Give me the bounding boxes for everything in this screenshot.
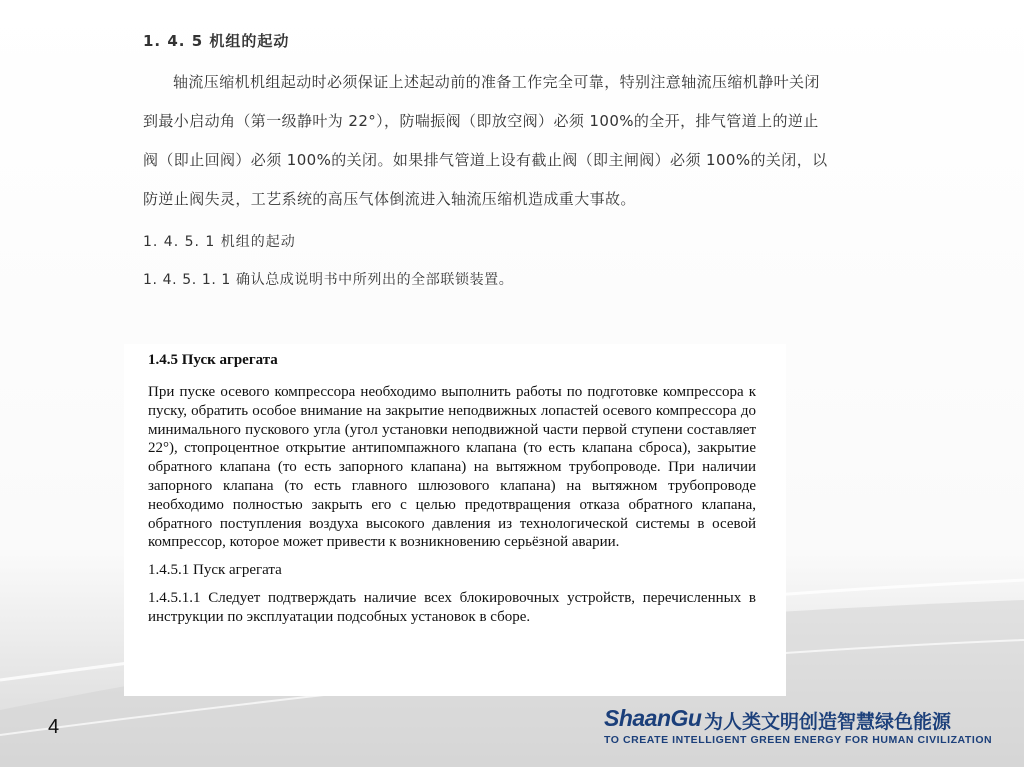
russian-section (124, 344, 786, 696)
logo-slogan-en: TO CREATE INTELLIGENT GREEN ENERGY FOR HUMAN CIVILIZATION (604, 734, 993, 746)
logo-slogan-cn: 为人类文明创造智慧绿色能源 (704, 711, 952, 733)
shaangu-logo (604, 705, 1014, 751)
russian-heading: 1.4.5 Пуск агрегата (148, 352, 278, 368)
chinese-heading: 1. 4. 5 机组的起动 (143, 32, 290, 50)
chinese-paragraph: 轴流压缩机机组起动时必须保证上述起动前的准备工作完全可靠，特别注意轴流压缩机静叶关闭到最小启动角（第一级静叶为 22°），防喘振阀（即放空阀）必须 100%的全开，排气管道上的逆止阀（即止回阀）必须 100%的关闭。如果排气管道上设有截止阀（即主闸阀）必须 100%的关闭，以防逆止阀失灵，工艺系统的高压气体倒流进入轴流压缩机造成重大事故。 (143, 73, 828, 208)
chinese-section (143, 22, 833, 289)
chinese-subitem: 1. 4. 5. 1. 1 确认总成说明书中所列出的全部联锁装置。 (143, 272, 514, 288)
logo-brand: ShaanGu (604, 705, 702, 731)
chinese-subheading: 1. 4. 5. 1 机组的起动 (143, 234, 296, 250)
russian-paragraph: При пуске осевого компрессора необходимо выполнить работы по подготовке компрессора к пуску, обратить особое внимание на закрытие неподвижных лопастей осевого компрессора до минимального пускового угла (угол установки неподвижной части первой ступени составляет 22°), стопроцентное открытие антипомпажного клапана (то есть клапана сброса), закрытие обратного клапана (то есть запорного клапана) на вытяжном трубопроводе. При наличии запорного клапана (то есть главного шлюзового клапана) на вытяжном трубопроводе необходимо полностью закрыть его с целью предотвращения отказа обратного клапана, обратного поступления воздуха высокого давления из технологической системы в осевой компрессор, которое может привести к возникновению серьёзной аварии. (148, 384, 756, 551)
russian-subheading: 1.4.5.1 Пуск агрегата (148, 562, 282, 579)
page-number: 4 (48, 716, 60, 738)
russian-subitem: 1.4.5.1.1 Следует подтверждать наличие всех блокировочных устройств, перечисленных в инструкции по эксплуатации подсобных установок в сборе. (148, 590, 756, 625)
